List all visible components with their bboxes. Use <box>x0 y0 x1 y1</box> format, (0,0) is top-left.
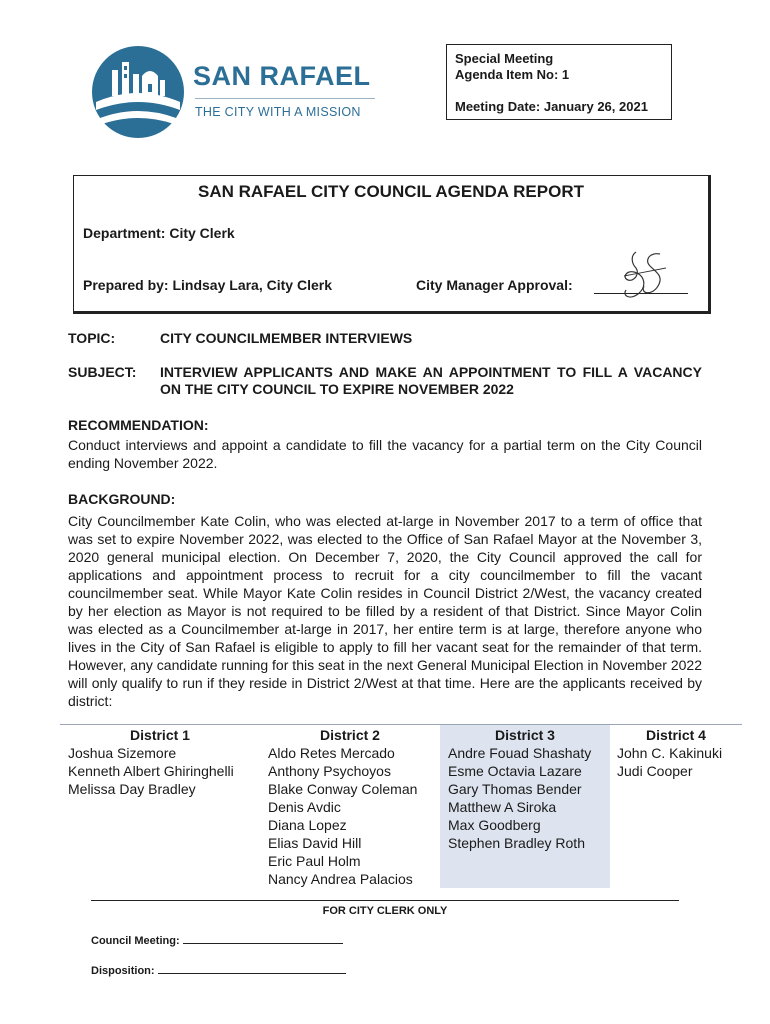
topic-text: CITY COUNCILMEMBER INTERVIEWS <box>160 330 413 346</box>
applicant-name: Aldo Retes Mercado <box>268 745 395 761</box>
applicant-name: Judi Cooper <box>617 763 693 779</box>
table-top-rule <box>60 724 742 725</box>
disposition-label: Disposition: <box>91 965 155 977</box>
report-header-box <box>73 175 711 314</box>
council-meeting-line <box>183 934 343 944</box>
background-text: City Councilmember Kate Colin, who was elected at-large in November 2017 to a term of office that was set to expire November 2022, was elected to the Office of San Rafael Mayor at the November 3, 2020 general municipal election. On December 7, 2020, the City Council approved the call for applications and appointment process to recruit for a city councilmember to fill the vacant councilmember seat. While Mayor Kate Colin resides in Council District 2/West, the vacancy created by her election as Mayor is not required to be filled by a resident of that District. Since Mayor Colin was elected as a Councilmember at-large in 2017, her entire term is at large, therefore anyone who lives in the City of San Rafael is eligible to apply to fill her vacant seat for the remainder of that term. However, any candidate running for this seat in the next General Municipal Election in November 2022 will only qualify to run if they reside in District 2/West at that time. Here are the applicants received by district: <box>68 513 702 709</box>
city-logo <box>90 44 380 140</box>
applicant-name: Andre Fouad Shashaty <box>448 745 592 761</box>
disposition-line <box>158 964 346 974</box>
report-title: SAN RAFAEL CITY COUNCIL AGENDA REPORT <box>198 182 584 201</box>
recommendation-text: Conduct interviews and appoint a candidate to fill the vacancy for a partial term on the City Council ending November 2022. <box>68 437 702 471</box>
district-column <box>440 724 610 888</box>
applicant-name: Eric Paul Holm <box>268 853 361 869</box>
applicants-table <box>60 724 742 888</box>
city-manager-approval-label: City Manager Approval: <box>416 277 573 293</box>
applicant-name: Gary Thomas Bender <box>448 781 582 797</box>
council-meeting-field <box>91 934 343 947</box>
district-column <box>260 724 440 888</box>
applicant-name: Elias David Hill <box>268 835 362 851</box>
applicant-name: Kenneth Albert Ghiringhelli <box>68 763 234 779</box>
council-meeting-label: Council Meeting: <box>91 935 180 947</box>
applicant-name: Nancy Andrea Palacios <box>268 871 413 887</box>
applicant-name: Melissa Day Bradley <box>68 781 196 797</box>
applicant-name: Anthony Psychoyos <box>268 763 391 779</box>
district-column <box>60 724 260 888</box>
district-heading: District 3 <box>495 727 555 743</box>
applicant-name: Esme Octavia Lazare <box>448 763 582 779</box>
district-heading: District 2 <box>320 727 380 743</box>
disposition-field <box>91 964 346 977</box>
recommendation-heading: RECOMMENDATION: <box>68 417 209 433</box>
applicant-name: Denis Avdic <box>268 799 341 815</box>
applicant-name: Blake Conway Coleman <box>268 781 418 797</box>
agenda-item-number: Agenda Item No: 1 <box>455 67 570 82</box>
applicant-name: Joshua Sizemore <box>68 745 177 761</box>
logo-wordmark: SAN RAFAEL <box>193 61 371 91</box>
subject-label: SUBJECT: <box>68 364 137 380</box>
mission-emblem-icon <box>90 44 186 140</box>
topic-label: TOPIC: <box>68 330 116 346</box>
applicant-name: Max Goodberg <box>448 817 541 833</box>
applicant-name: John C. Kakinuki <box>617 745 723 761</box>
applicant-name: Stephen Bradley Roth <box>448 835 585 851</box>
meeting-date: Meeting Date: January 26, 2021 <box>455 99 648 114</box>
district-heading: District 1 <box>130 727 190 743</box>
signature-icon <box>614 246 674 306</box>
clerk-divider <box>91 900 679 901</box>
meeting-type: Special Meeting <box>455 51 554 66</box>
subject-text: INTERVIEW APPLICANTS AND MAKE AN APPOINTMENT TO FILL A VACANCY ON THE CITY COUNCIL TO EXPIRE NOVEMBER 2022 <box>160 364 702 397</box>
department-field: Department: City Clerk <box>83 225 235 241</box>
district-column <box>610 724 742 888</box>
logo-tagline: THE CITY WITH A MISSION <box>195 105 361 119</box>
applicant-name: Diana Lopez <box>268 817 347 833</box>
logo-divider <box>195 98 375 99</box>
meeting-info-box <box>446 44 672 120</box>
clerk-only-heading: FOR CITY CLERK ONLY <box>322 905 448 917</box>
applicant-name: Matthew A Siroka <box>448 799 557 815</box>
district-heading: District 4 <box>646 727 706 743</box>
prepared-by-field: Prepared by: Lindsay Lara, City Clerk <box>83 277 332 293</box>
background-heading: BACKGROUND: <box>68 491 176 507</box>
